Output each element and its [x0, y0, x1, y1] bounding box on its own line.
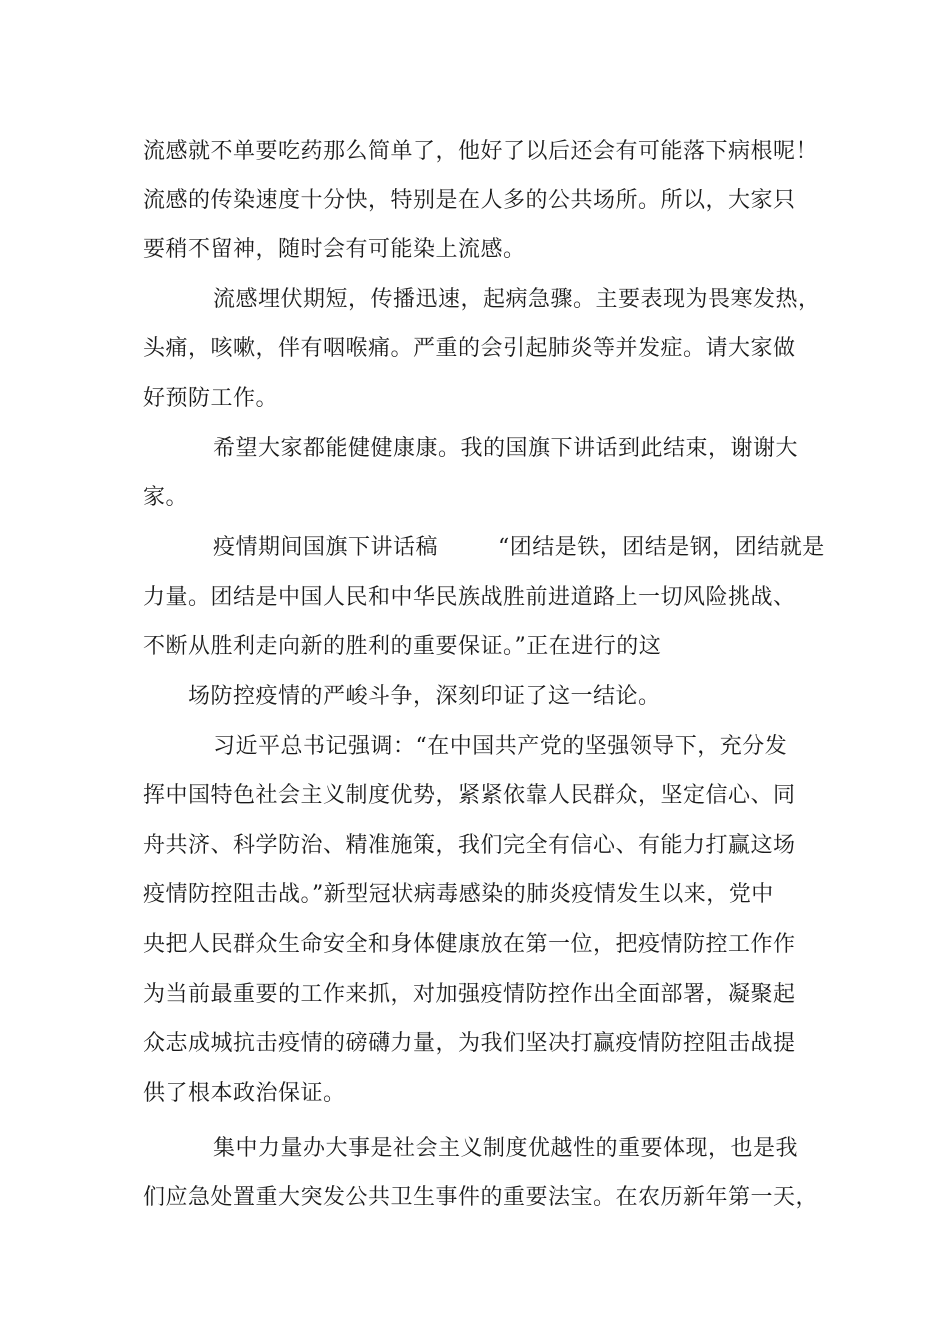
- text-line: 舟共济、科学防治、精准施策，我们完全有信心、有能力打赢这场: [143, 833, 796, 858]
- text-line: 众志成城抗击疫情的磅礴力量，为我们坚决打赢疫情防控阻击战提: [143, 1031, 796, 1056]
- text-line: 好预防工作。: [143, 386, 279, 411]
- text-line: 流感的传染速度十分快，特别是在人多的公共场所。所以，大家只: [143, 188, 796, 213]
- text-line: 场防控疫情的严峻斗争，深刻印证了这一结论。: [188, 684, 661, 709]
- text-line: 们应急处置重大突发公共卫生事件的重要法宝。在农历新年第一天，: [143, 1185, 819, 1210]
- text-line: 为当前最重要的工作来抓，对加强疫情防控作出全面部署，凝聚起: [143, 982, 796, 1007]
- text-line: 头痛，咳嗽，伴有咽喉痛。严重的会引起肺炎等并发症。请大家做: [143, 336, 796, 361]
- text-line: 疫情防控阻击战。”新型冠状病毒感染的肺炎疫情发生以来，党中: [143, 882, 774, 907]
- text-line: 央把人民群众生命安全和身体健康放在第一位，把疫情防控工作作: [143, 932, 796, 957]
- text-line: 希望大家都能健健康康。我的国旗下讲话到此结束，谢谢大: [213, 436, 799, 461]
- text-line: 要稍不留神，随时会有可能染上流感。: [143, 237, 526, 262]
- text-line: 供了根本政治保证。: [143, 1081, 346, 1106]
- text-line: 习近平总书记强调：“在中国共产党的坚强领导下，充分发: [213, 734, 788, 759]
- text-line: 流感就不单要吃药那么简单了，他好了以后还会有可能落下病根呢！: [143, 139, 819, 164]
- text-line: 流感埋伏期短，传播迅速，起病急骤。主要表现为畏寒发热，: [213, 287, 821, 312]
- text-line: 集中力量办大事是社会主义制度优越性的重要体现，也是我: [213, 1136, 799, 1161]
- speech-title: 疫情期间国旗下讲话稿: [213, 535, 439, 560]
- text-line: 家。: [143, 485, 189, 510]
- text-line: 挥中国特色社会主义制度优势，紧紧依靠人民群众，坚定信心、同: [143, 783, 796, 808]
- quote-start: “团结是铁，团结是钢，团结就是: [498, 535, 825, 560]
- text-line: 力量。团结是中国人民和中华民族战胜前进道路上一切风险挑战、: [143, 585, 796, 610]
- text-line: 不断从胜利走向新的胜利的重要保证。”正在进行的这: [143, 634, 662, 659]
- text-line: [213, 533, 913, 563]
